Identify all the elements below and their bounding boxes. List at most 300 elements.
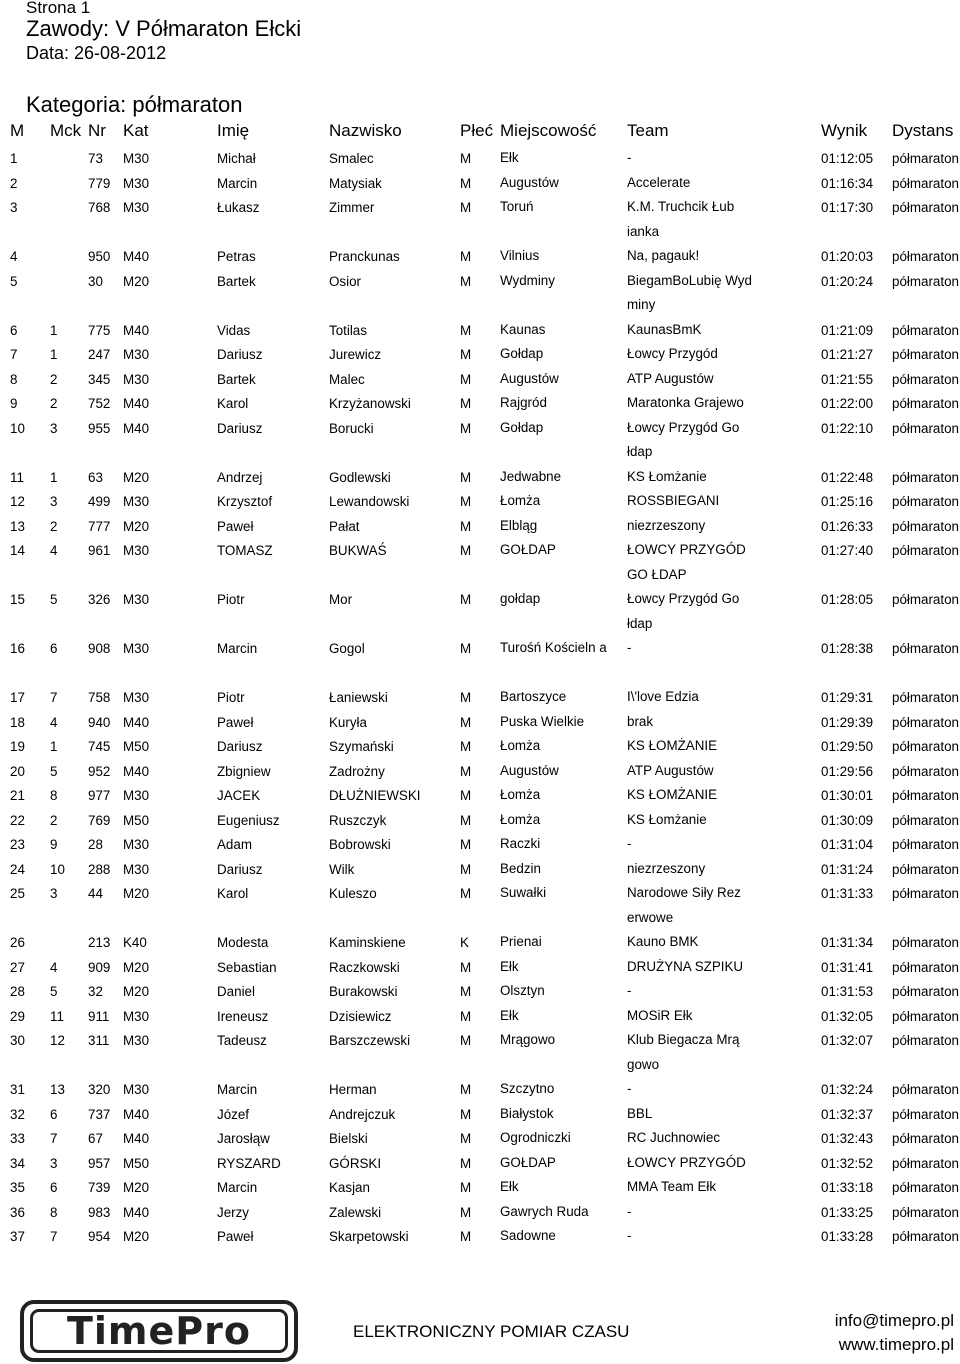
cell-kat: M30 [123, 1033, 150, 1048]
cell-plec: M [460, 812, 472, 828]
cell-dystans: półmaraton [892, 322, 959, 338]
cell-miejscowosc: Ełk [500, 1179, 519, 1194]
cell-dystans: półmaraton [892, 984, 959, 999]
header-plec: Płeć [460, 121, 494, 140]
table-row [0, 1126, 960, 1151]
cell-team: ŁOWCY PRZYGÓD [627, 1154, 746, 1170]
cell-imie: Karol [217, 886, 249, 901]
cell-mck: 7 [50, 1229, 58, 1244]
cell-nr: 213 [88, 935, 111, 950]
cell-m: 2 [10, 175, 18, 191]
table-row [0, 391, 960, 416]
cell-plec: M [460, 200, 472, 215]
cell-team: - [627, 1081, 632, 1096]
cell-plec: M [460, 1131, 472, 1146]
timepro-logo-text: TimePro [30, 1309, 288, 1353]
cell-imie: Daniel [217, 984, 255, 999]
table-row [0, 710, 960, 735]
cell-kat: M40 [123, 714, 150, 730]
cell-m: 21 [10, 788, 25, 803]
cell-team: K.M. Truchcik Łub ianka [627, 199, 735, 239]
cell-imie: Modesta [217, 935, 269, 950]
cell-team: - [627, 1228, 632, 1243]
cell-nazwisko: Kuryła [329, 714, 367, 730]
cell-wynik: 01:22:10 [821, 420, 874, 436]
cell-nr: 961 [88, 543, 111, 558]
cell-imie: Łukasz [217, 200, 260, 215]
table-row [0, 1077, 960, 1102]
cell-team: Łowcy Przygód [627, 346, 718, 361]
cell-team: I\'love Edzia [627, 689, 699, 704]
cell-dystans: półmaraton [892, 788, 959, 803]
header-kat: Kat [123, 121, 149, 140]
cell-wynik: 01:22:48 [821, 469, 874, 485]
cell-nazwisko: Skarpetowski [329, 1229, 409, 1244]
cell-miejscowosc: Suwałki [500, 885, 547, 900]
cell-mck: 5 [50, 763, 58, 779]
cell-mck: 9 [50, 837, 58, 852]
cell-nr: 769 [88, 812, 111, 828]
cell-miejscowosc: Rajgród [500, 395, 547, 410]
cell-miejscowosc: Szczytno [500, 1081, 555, 1096]
cell-mck: 2 [50, 812, 58, 828]
cell-mck: 1 [50, 347, 58, 362]
cell-team: Łowcy Przygód Go łdap [627, 419, 740, 459]
cell-team: KaunasBmK [627, 321, 702, 337]
header-nazwisko: Nazwisko [329, 121, 402, 140]
cell-nr: 67 [88, 1131, 103, 1146]
cell-wynik: 01:30:09 [821, 812, 874, 828]
cell-dystans: półmaraton [892, 690, 959, 705]
cell-dystans: półmaraton [892, 273, 959, 289]
cell-miejscowosc: Gołdap [500, 346, 544, 361]
cell-nazwisko: Burakowski [329, 984, 398, 999]
page-label: Strona 1 [26, 0, 91, 17]
cell-nr: 911 [88, 1008, 110, 1024]
cell-nr: 311 [88, 1033, 110, 1048]
cell-dystans: półmaraton [892, 543, 959, 558]
cell-dystans: półmaraton [892, 200, 959, 215]
cell-nazwisko: Wilk [329, 861, 355, 877]
cell-nazwisko: Lewandowski [329, 494, 410, 509]
cell-imie: Bartek [217, 371, 256, 387]
cell-kat: M20 [123, 469, 150, 485]
cell-m: 30 [10, 1033, 25, 1048]
cell-mck: 6 [50, 641, 58, 656]
cell-kat: M40 [123, 1106, 150, 1122]
cell-imie: Adam [217, 837, 252, 852]
cell-kat: M30 [123, 347, 150, 362]
cell-m: 27 [10, 959, 25, 975]
cell-imie: Paweł [217, 518, 254, 534]
cell-kat: M20 [123, 1180, 150, 1195]
cell-plec: M [460, 739, 472, 754]
cell-kat: M40 [123, 763, 150, 779]
cell-m: 19 [10, 739, 25, 754]
cell-imie: Dariusz [217, 861, 263, 877]
cell-nazwisko: Mor [329, 592, 353, 607]
cell-mck: 10 [50, 861, 65, 877]
cell-kat: M20 [123, 1229, 150, 1244]
cell-m: 16 [10, 641, 25, 656]
cell-team: ATP Augustów [627, 762, 714, 778]
cell-m: 33 [10, 1131, 25, 1146]
cell-m: 8 [10, 371, 18, 387]
cell-m: 23 [10, 837, 25, 852]
cell-m: 31 [10, 1082, 25, 1097]
cell-kat: M50 [123, 812, 150, 828]
cell-m: 3 [10, 200, 18, 215]
cell-m: 5 [10, 273, 18, 289]
cell-nr: 739 [88, 1180, 111, 1195]
table-row [0, 832, 960, 857]
cell-team: niezrzeszony [627, 860, 706, 876]
cell-m: 12 [10, 494, 25, 509]
cell-miejscowosc: Białystok [500, 1105, 554, 1121]
table-row [0, 1175, 960, 1200]
cell-dystans: półmaraton [892, 1106, 959, 1122]
cell-kat: M30 [123, 690, 150, 705]
cell-wynik: 01:20:24 [821, 273, 874, 289]
cell-m: 1 [10, 151, 18, 166]
cell-miejscowosc: Olsztyn [500, 983, 545, 998]
category-title: Kategoria: półmaraton [26, 92, 243, 117]
cell-m: 32 [10, 1106, 25, 1122]
cell-miejscowosc: Wydminy [500, 272, 555, 288]
cell-wynik: 01:26:33 [821, 518, 874, 534]
cell-wynik: 01:33:28 [821, 1229, 874, 1244]
cell-mck: 1 [50, 469, 58, 485]
cell-nazwisko: Smalec [329, 151, 374, 166]
cell-dystans: półmaraton [892, 175, 959, 191]
cell-miejscowosc: Bedzin [500, 860, 541, 876]
cell-wynik: 01:32:24 [821, 1082, 874, 1097]
cell-plec: M [460, 420, 472, 436]
cell-imie: Sebastian [217, 959, 277, 975]
cell-miejscowosc: Łomża [500, 738, 541, 753]
cell-imie: JACEK [217, 788, 261, 803]
cell-imie: Dariusz [217, 420, 263, 436]
cell-miejscowosc: Łomża [500, 811, 541, 827]
table-row [0, 759, 960, 784]
cell-team: Maratonka Grajewo [627, 395, 744, 410]
cell-dystans: półmaraton [892, 592, 959, 607]
cell-mck: 8 [50, 1204, 58, 1220]
cell-miejscowosc: Jedwabne [500, 468, 562, 484]
cell-nazwisko: GÓRSKI [329, 1155, 382, 1171]
cell-nr: 977 [88, 788, 111, 803]
cell-kat: M30 [123, 200, 150, 215]
cell-team: KS Łomżanie [627, 468, 707, 484]
table-row [0, 685, 960, 710]
cell-mck: 7 [50, 1131, 58, 1146]
cell-nazwisko: Jurewicz [329, 347, 382, 362]
cell-team: ATP Augustów [627, 370, 714, 386]
cell-m: 10 [10, 420, 25, 436]
cell-miejscowosc: Augustów [500, 174, 559, 190]
cell-dystans: półmaraton [892, 518, 959, 534]
table-row [0, 881, 960, 930]
cell-dystans: półmaraton [892, 1008, 959, 1024]
cell-miejscowosc: GOŁDAP [500, 542, 556, 557]
cell-dystans: półmaraton [892, 1180, 959, 1195]
table-row [0, 342, 960, 367]
cell-mck: 11 [50, 1008, 64, 1024]
cell-mck: 1 [50, 322, 58, 338]
cell-nr: 288 [88, 861, 111, 877]
cell-team: DRUŻYNA SZPIKU [627, 958, 744, 974]
cell-nazwisko: Malec [329, 371, 365, 387]
cell-kat: M50 [123, 1155, 150, 1171]
cell-plec: M [460, 1033, 472, 1048]
cell-wynik: 01:17:30 [821, 200, 874, 215]
cell-wynik: 01:32:37 [821, 1106, 874, 1122]
cell-nazwisko: Osior [329, 273, 361, 289]
header-nr: Nr [88, 121, 106, 140]
timepro-logo [20, 1300, 298, 1362]
cell-kat: M30 [123, 175, 150, 191]
cell-nr: 955 [88, 420, 111, 436]
cell-team: - [627, 983, 632, 998]
cell-team: - [627, 836, 632, 851]
table-row [0, 955, 960, 980]
cell-nazwisko: Gogol [329, 641, 365, 656]
cell-mck: 6 [50, 1180, 58, 1195]
cell-plec: M [460, 249, 472, 264]
cell-nazwisko: Bielski [329, 1131, 368, 1146]
cell-nr: 779 [88, 175, 111, 191]
cell-wynik: 01:31:53 [821, 984, 874, 999]
cell-team: MOSiR Ełk [627, 1007, 693, 1023]
results-table-body [0, 146, 960, 1249]
cell-kat: M40 [123, 1131, 150, 1146]
table-row [0, 318, 960, 343]
cell-dystans: półmaraton [892, 1082, 959, 1097]
cell-miejscowosc: Ogrodniczki [500, 1130, 571, 1145]
table-row [0, 367, 960, 392]
cell-miejscowosc: Vilnius [500, 248, 540, 263]
cell-nazwisko: Zimmer [329, 200, 375, 215]
table-row [0, 1200, 960, 1225]
table-row [0, 416, 960, 465]
table-row [0, 1224, 960, 1249]
cell-dystans: półmaraton [892, 420, 959, 436]
cell-mck: 3 [50, 886, 58, 901]
cell-miejscowosc: Kaunas [500, 321, 546, 337]
cell-kat: M20 [123, 273, 150, 289]
event-title: Zawody: V Półmaraton Ełcki [26, 16, 302, 41]
table-row [0, 465, 960, 490]
cell-mck: 13 [50, 1082, 65, 1097]
cell-kat: M30 [123, 543, 150, 558]
header-m: M [10, 121, 25, 140]
cell-kat: M20 [123, 959, 150, 975]
cell-nr: 909 [88, 959, 111, 975]
table-row [0, 171, 960, 196]
cell-m: 35 [10, 1180, 25, 1195]
cell-nr: 768 [88, 200, 111, 215]
cell-imie: Marcin [217, 1082, 258, 1097]
cell-miejscowosc: Mrągowo [500, 1032, 556, 1047]
cell-miejscowosc: Turośń Kościeln a [500, 640, 607, 655]
cell-kat: M30 [123, 1082, 150, 1097]
table-row [0, 514, 960, 539]
cell-mck: 4 [50, 714, 58, 730]
cell-nr: 320 [88, 1082, 111, 1097]
cell-plec: M [460, 788, 472, 803]
cell-nazwisko: Matysiak [329, 175, 382, 191]
table-row [0, 734, 960, 759]
cell-imie: Tadeusz [217, 1033, 267, 1048]
cell-m: 17 [10, 690, 25, 705]
cell-nazwisko: Ruszczyk [329, 812, 387, 828]
cell-nazwisko: Szymański [329, 739, 394, 754]
cell-miejscowosc: Gołdap [500, 419, 544, 435]
cell-nr: 777 [88, 518, 111, 534]
cell-plec: M [460, 837, 472, 852]
cell-dystans: półmaraton [892, 347, 959, 362]
table-row [0, 587, 960, 636]
cell-mck: 6 [50, 1106, 58, 1122]
cell-wynik: 01:28:38 [821, 641, 874, 656]
cell-kat: M50 [123, 739, 150, 754]
cell-wynik: 01:21:55 [821, 371, 874, 387]
cell-kat: M30 [123, 371, 150, 387]
cell-nazwisko: Bobrowski [329, 837, 391, 852]
cell-kat: M30 [123, 837, 150, 852]
cell-nazwisko: Dzisiewicz [329, 1008, 392, 1024]
cell-m: 13 [10, 518, 25, 534]
cell-miejscowosc: Toruń [500, 199, 534, 214]
cell-imie: TOMASZ [217, 543, 273, 558]
cell-m: 26 [10, 935, 25, 950]
cell-miejscowosc: Ełk [500, 958, 519, 974]
cell-plec: M [460, 273, 472, 289]
cell-imie: Paweł [217, 714, 254, 730]
cell-imie: Marcin [217, 641, 258, 656]
cell-plec: M [460, 1155, 472, 1171]
cell-miejscowosc: Puska Wielkie [500, 713, 585, 729]
cell-kat: M40 [123, 1204, 150, 1220]
cell-nazwisko: Borucki [329, 420, 374, 436]
cell-nr: 940 [88, 714, 111, 730]
cell-dystans: półmaraton [892, 1131, 959, 1146]
cell-nr: 28 [88, 837, 103, 852]
cell-m: 9 [10, 396, 18, 411]
cell-plec: M [460, 714, 472, 730]
cell-dystans: półmaraton [892, 641, 959, 656]
cell-kat: M40 [123, 249, 150, 264]
cell-miejscowosc: Łomża [500, 787, 541, 802]
cell-dystans: półmaraton [892, 396, 959, 411]
cell-imie: Petras [217, 249, 256, 264]
cell-kat: M20 [123, 886, 150, 901]
cell-team: - [627, 640, 632, 655]
header-miejscowosc: Miejscowość [500, 121, 597, 140]
table-row [0, 195, 960, 244]
cell-kat: M20 [123, 984, 150, 999]
cell-imie: Marcin [217, 175, 258, 191]
cell-mck: 1 [50, 739, 58, 754]
cell-kat: K40 [123, 935, 147, 950]
cell-m: 7 [10, 347, 18, 362]
cell-plec: M [460, 322, 472, 338]
cell-dystans: półmaraton [892, 1033, 959, 1048]
cell-miejscowosc: Augustów [500, 370, 559, 386]
cell-nazwisko: Totilas [329, 322, 367, 338]
header-mck: Mck [50, 121, 82, 140]
cell-wynik: 01:21:27 [821, 347, 874, 362]
cell-wynik: 01:33:25 [821, 1204, 874, 1220]
cell-dystans: półmaraton [892, 1229, 959, 1244]
footer [0, 1290, 960, 1364]
cell-dystans: półmaraton [892, 714, 959, 730]
cell-wynik: 01:32:05 [821, 1008, 874, 1024]
cell-nazwisko: Raczkowski [329, 959, 400, 975]
results-table-header [0, 121, 960, 146]
cell-nazwisko: Andrejczuk [329, 1106, 396, 1122]
cell-imie: Jarosłąw [217, 1131, 270, 1146]
cell-imie: Krzysztof [217, 494, 273, 509]
cell-imie: Dariusz [217, 739, 263, 754]
cell-nr: 952 [88, 763, 111, 779]
cell-plec: M [460, 959, 472, 975]
header-imie: Imię [217, 121, 250, 140]
cell-m: 11 [10, 469, 24, 485]
cell-dystans: półmaraton [892, 469, 959, 485]
table-row [0, 979, 960, 1004]
cell-mck: 12 [50, 1033, 65, 1048]
cell-dystans: półmaraton [892, 861, 959, 877]
cell-team: BiegamBoLubię Wyd miny [627, 272, 752, 312]
cell-dystans: półmaraton [892, 837, 959, 852]
cell-imie: Karol [217, 396, 249, 411]
cell-team: - [627, 1203, 632, 1219]
cell-m: 28 [10, 984, 25, 999]
cell-miejscowosc: gołdap [500, 591, 541, 606]
cell-nr: 752 [88, 396, 111, 411]
cell-imie: Jerzy [217, 1204, 249, 1220]
cell-plec: M [460, 886, 472, 901]
cell-dystans: półmaraton [892, 371, 959, 387]
cell-nr: 737 [88, 1106, 111, 1122]
cell-mck: 2 [50, 518, 58, 534]
cell-plec: M [460, 592, 472, 607]
table-row [0, 146, 960, 171]
cell-nazwisko: Kaminskiene [329, 935, 406, 950]
table-row [0, 1102, 960, 1127]
cell-imie: Andrzej [217, 469, 263, 485]
cell-imie: RYSZARD [217, 1155, 281, 1171]
cell-imie: Vidas [217, 322, 251, 338]
cell-miejscowosc: GOŁDAP [500, 1154, 556, 1170]
cell-nr: 247 [88, 347, 111, 362]
cell-wynik: 01:30:01 [821, 788, 874, 803]
cell-nazwisko: Zadrożny [329, 763, 385, 779]
cell-dystans: półmaraton [892, 959, 959, 975]
cell-plec: M [460, 1106, 472, 1122]
cell-plec: M [460, 861, 472, 877]
cell-nazwisko: Pałat [329, 518, 360, 534]
cell-imie: Piotr [217, 592, 245, 607]
cell-nazwisko: BUKWAŚ [329, 543, 387, 558]
cell-team: Na, pagauk! [627, 248, 700, 263]
cell-m: 20 [10, 763, 25, 779]
cell-team: brak [627, 713, 654, 729]
table-row [0, 1028, 960, 1077]
cell-team: Klub Biegacza Mrą gowo [627, 1032, 740, 1072]
cell-wynik: 01:29:50 [821, 739, 874, 754]
